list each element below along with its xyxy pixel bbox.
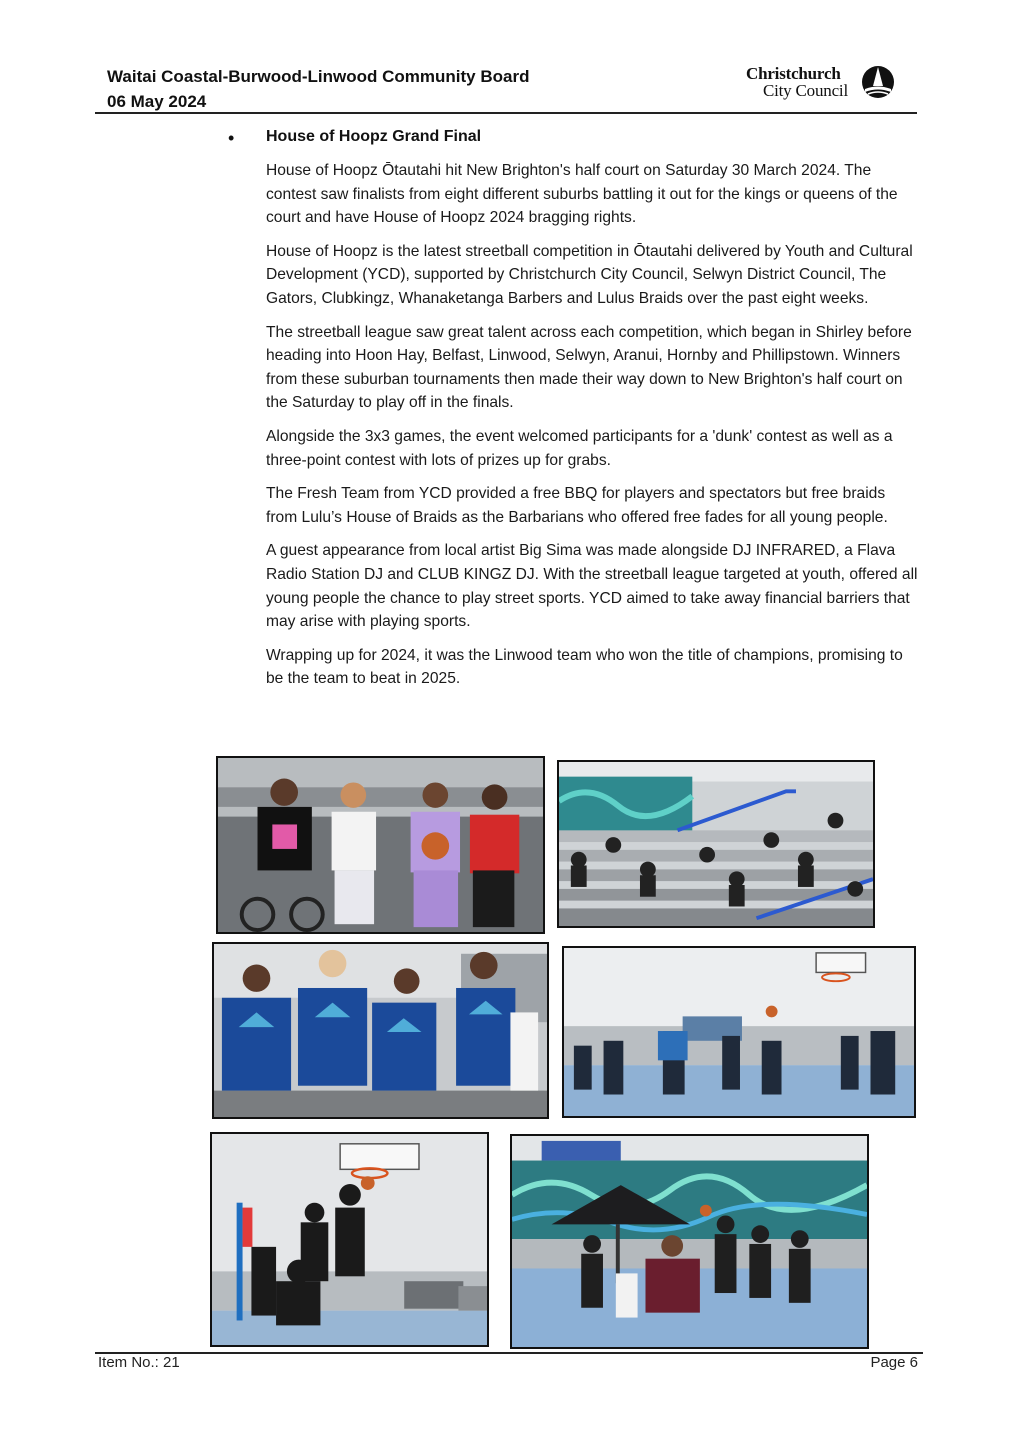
photo-kids-posing: [216, 756, 545, 934]
photo-layup: [210, 1132, 489, 1347]
logo-line-1: Christchurch: [746, 64, 841, 83]
footer-rule: [95, 1352, 923, 1354]
photo-court-game: [562, 946, 916, 1118]
photo-players-shirts: [212, 942, 549, 1119]
council-logo: [746, 64, 896, 100]
meeting-date: 06 May 2024: [107, 92, 207, 111]
logo-line-2: City Council: [763, 81, 848, 100]
paragraph-3: The streetball league saw great talent across each competition, which began in Shirley before heading into Hoon Hay, Belfast, Linwood, Selwyn, Aranui, Hornby and Phillipstown. Winners from these suburban tournaments then made their way down to New Brighton's half court on the Saturday to play off in the finals.: [266, 323, 912, 412]
paragraph-6: A guest appearance from local artist Big Sima was made alongside DJ INFRARED, a Flava Radio Station DJ and CLUB KINGZ DJ. With the streetball league targeted at youth, offered all young people the chance to play street sports. YCD aimed to take away financial barriers that may arise with playing sports.: [266, 542, 918, 631]
item-number: Item No.: 21: [98, 1354, 180, 1371]
paragraph-2: House of Hoopz is the latest streetball competition in Ōtautahi delivered by Youth and Cultural Development (YCD), supported by Christchurch City Council, Selwyn District Council, The Gators, Clubkingz, Whanaketanga Barbers and Lulus Braids over the past eight weeks.: [266, 242, 913, 307]
photo-spectators-steps: [557, 760, 875, 928]
section-heading: House of Hoopz Grand Final: [266, 128, 482, 145]
board-name: Waitai Coastal-Burwood-Linwood Community Board: [107, 67, 530, 86]
paragraph-5: The Fresh Team from YCD provided a free BBQ for players and spectators but free braids from Lulu’s House of Braids as the Barbarians who offered free fades for all young people.: [266, 485, 888, 526]
page-number: Page 6: [870, 1354, 918, 1371]
cathedral-logo-icon: [860, 64, 896, 100]
photo-mural-game: [510, 1134, 869, 1349]
paragraph-1: House of Hoopz Ōtautahi hit New Brighton's half court on Saturday 30 March 2024. The contest saw finalists from eight different suburbs battling it out for the kings or queens of the court and have House of Hoopz 2024 bragging rights.: [266, 162, 898, 227]
header-title: [107, 64, 529, 114]
paragraph-7: Wrapping up for 2024, it was the Linwood team who won the title of champions, promising to be the team to beat in 2025.: [266, 646, 903, 688]
paragraph-4: Alongside the 3x3 games, the event welcomed participants for a 'dunk' contest as well as a three-point contest with lots of prizes up for grabs.: [266, 427, 893, 469]
header-rule: [95, 112, 917, 114]
bullet-marker: •: [228, 128, 235, 148]
section-body: [266, 159, 918, 701]
